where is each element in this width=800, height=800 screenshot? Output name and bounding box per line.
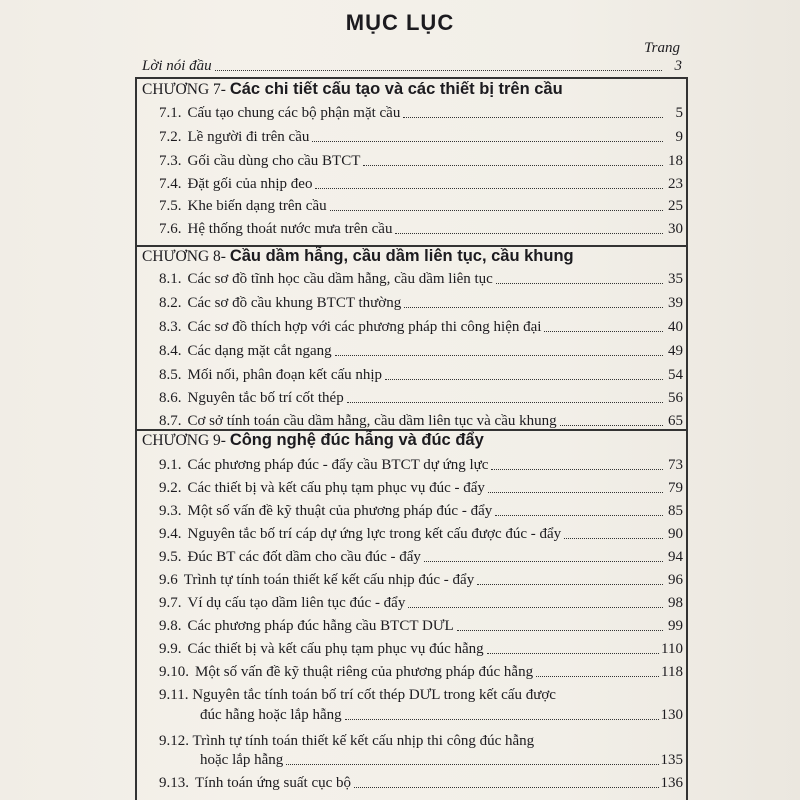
entry-title: Các thiết bị và kết cấu phụ tạm phục vụ đúc - đẩy (187, 480, 485, 496)
entry-title: Một số vấn đề kỹ thuật riêng của phương pháp đúc hẫng (195, 664, 534, 680)
entry-title: Ví dụ cấu tạo dầm liên tục đúc - đẩy (187, 595, 406, 611)
entry-page: 30 (668, 221, 683, 237)
entry-page: 54 (668, 367, 683, 383)
toc-entry[interactable] (159, 618, 683, 635)
leader-dots (347, 402, 663, 403)
entry-number: 9.3. (159, 503, 182, 519)
entry-page: 25 (668, 198, 683, 214)
entry-title: Các sơ đồ thích hợp với các phương pháp thi công hiện đại (187, 319, 542, 335)
entry-title: Các dạng mặt cắt ngang (187, 343, 332, 359)
entry-page: 23 (668, 176, 683, 192)
entry-title: Trình tự tính toán thiết kế kết cấu nhịp đúc - đẩy (183, 572, 475, 588)
chapter-heading[interactable] (142, 247, 687, 266)
entry-title-continuation: hoặc lắp hẫng (200, 752, 284, 768)
entry-title: Các thiết bị và kết cấu phụ tạm phục vụ đúc hẫng (187, 641, 484, 657)
leader-dots (477, 584, 663, 585)
entry-number: 8.7. (159, 413, 182, 429)
entry-number: 9.5. (159, 549, 182, 565)
leader-dots (312, 141, 663, 142)
chapter-heading[interactable] (142, 80, 687, 99)
entry-number: 9.12. (159, 733, 189, 749)
toc-entry[interactable] (159, 457, 683, 474)
leader-dots (536, 676, 659, 677)
entry-title: Đặt gối của nhịp đeo (187, 176, 313, 192)
entry-number: 8.4. (159, 343, 182, 359)
entry-number: 9.6 (159, 572, 178, 588)
entry-number: 9.7. (159, 595, 182, 611)
leader-dots (315, 188, 663, 189)
leader-dots (408, 607, 663, 608)
toc-entry[interactable] (159, 105, 683, 122)
entry-number: 9.2. (159, 480, 182, 496)
entry-number: 8.5. (159, 367, 182, 383)
entry-number: 8.6. (159, 390, 182, 406)
toc-entry[interactable] (159, 775, 683, 792)
preface-label: Lời nói đầu (142, 58, 212, 74)
entry-number: 7.2. (159, 129, 182, 145)
entry-title: Khe biến dạng trên cầu (187, 198, 327, 214)
toc-entry[interactable] (159, 153, 683, 170)
entry-number: 8.2. (159, 295, 182, 311)
toc-entry[interactable] (159, 343, 683, 360)
entry-page: 40 (668, 319, 683, 335)
toc-entry[interactable] (159, 176, 683, 193)
leader-dots (560, 425, 663, 426)
toc-entry[interactable] (159, 641, 683, 658)
toc-entry[interactable] (159, 295, 683, 312)
entry-page: 65 (668, 413, 683, 429)
entry-page: 110 (661, 641, 683, 657)
entry-page: 35 (668, 271, 683, 287)
entry-page: 56 (668, 390, 683, 406)
entry-title: Một số vấn đề kỹ thuật của phương pháp đúc - đẩy (187, 503, 493, 519)
entry-number: 9.9. (159, 641, 182, 657)
leader-dots (286, 764, 658, 765)
divider (135, 77, 687, 79)
toc-entry[interactable] (159, 664, 683, 681)
toc-entry[interactable] (159, 390, 683, 407)
entry-title: Các phương pháp đúc hẫng cầu BTCT DƯL (187, 618, 454, 634)
chapter-name: Công nghệ đúc hẫng và đúc đẩy (229, 431, 484, 449)
entry-title: Nguyên tắc tính toán bố trí cốt thép DƯL trong kết cấu được (192, 687, 556, 703)
leader-dots (404, 307, 663, 308)
chapter-name: Các chi tiết cấu tạo và các thiết bị trên cầu (229, 80, 563, 98)
entry-title: Các sơ đồ tĩnh học cầu dầm hẫng, cầu dầm liên tục (187, 271, 493, 287)
leader-dots (385, 379, 663, 380)
page-column-header: Trang (644, 40, 680, 56)
entry-number: 7.5. (159, 198, 182, 214)
entry-number: 9.11. (159, 687, 189, 703)
leader-dots (330, 210, 663, 211)
chapter-label: CHƯƠNG 7- (142, 81, 226, 98)
leader-dots (488, 492, 663, 493)
entry-number: 8.1. (159, 271, 182, 287)
entry-number: 9.8. (159, 618, 182, 634)
leader-dots (345, 719, 659, 720)
leader-dots (335, 355, 663, 356)
leader-dots (564, 538, 663, 539)
toc-entry[interactable] (159, 129, 683, 146)
chapter-heading[interactable] (142, 431, 687, 450)
entry-number: 9.10. (159, 664, 189, 680)
entry-page: 5 (675, 105, 683, 121)
leader-dots (354, 787, 658, 788)
preface-page: 3 (674, 58, 682, 74)
toc-entry[interactable] (159, 319, 683, 336)
entry-page: 49 (668, 343, 683, 359)
entry-page: 9 (675, 129, 683, 145)
entry-title-continuation: đúc hẫng hoặc lắp hẫng (200, 707, 342, 723)
entry-number: 9.1. (159, 457, 182, 473)
entry-title: Cấu tạo chung các bộ phận mặt cầu (187, 105, 401, 121)
leader-dots (424, 561, 663, 562)
entry-page: 90 (668, 526, 683, 542)
toc-entry-first-line[interactable] (159, 687, 556, 704)
toc-preface (142, 58, 682, 75)
entry-page: 85 (668, 503, 683, 519)
entry-page: 136 (660, 775, 683, 791)
toc-entry[interactable] (159, 503, 683, 520)
leader-dots (403, 117, 663, 118)
entry-title: Tính toán ứng suất cục bộ (195, 775, 352, 791)
entry-title: Cơ sở tính toán cầu dầm hẫng, cầu dầm liên tục và cầu khung (187, 413, 557, 429)
entry-number: 7.3. (159, 153, 182, 169)
entry-page: 39 (668, 295, 683, 311)
chapter-label: CHƯƠNG 8- (142, 248, 226, 265)
entry-title: Gối cầu dùng cho cầu BTCT (187, 153, 361, 169)
chapter-label: CHƯƠNG 9- (142, 432, 226, 449)
toc-entry[interactable] (159, 221, 683, 238)
entry-number: 8.3. (159, 319, 182, 335)
leader-dots (544, 331, 663, 332)
toc-entry[interactable] (159, 480, 683, 497)
entry-page: 94 (668, 549, 683, 565)
page-title: MỤC LỤC (345, 10, 455, 35)
entry-page: 96 (668, 572, 683, 588)
toc-entry-first-line[interactable] (159, 733, 534, 750)
entry-page: 98 (668, 595, 683, 611)
entry-title: Hệ thống thoát nước mưa trên cầu (187, 221, 393, 237)
entry-title: Các sơ đồ cầu khung BTCT thường (187, 295, 402, 311)
entry-page: 18 (668, 153, 683, 169)
entry-title: Nguyên tắc bố trí cốt thép (187, 390, 344, 406)
entry-page: 118 (661, 664, 683, 680)
entry-title: Nguyên tắc bố trí cáp dự ứng lực trong kết cấu được đúc - đẩy (187, 526, 562, 542)
leader-dots (495, 515, 663, 516)
toc-entry[interactable] (159, 367, 683, 384)
leader-dots (395, 233, 663, 234)
leader-dots (491, 469, 663, 470)
entry-title: Các phương pháp đúc - đẩy cầu BTCT dự ứng lực (187, 457, 489, 473)
entry-title: Lề người đi trên cầu (187, 129, 310, 145)
entry-number: 9.4. (159, 526, 182, 542)
entry-number: 9.13. (159, 775, 189, 791)
toc-entry[interactable] (159, 572, 683, 589)
leader-dots (496, 283, 663, 284)
entry-number: 7.1. (159, 105, 182, 121)
entry-page: 79 (668, 480, 683, 496)
entry-page: 135 (660, 752, 683, 768)
frame-left (135, 77, 137, 800)
entry-title: Mối nối, phân đoạn kết cấu nhịp (187, 367, 383, 383)
toc-entry[interactable] (159, 526, 683, 543)
toc-entry-continuation[interactable] (200, 752, 683, 769)
chapter-name: Cầu dầm hẫng, cầu dầm liên tục, cầu khung (229, 247, 574, 265)
entry-title: Đúc BT các đốt dầm cho cầu đúc - đẩy (187, 549, 421, 565)
toc-entry[interactable] (159, 198, 683, 215)
entry-page: 73 (668, 457, 683, 473)
leader-dots (363, 165, 663, 166)
toc-entry[interactable] (159, 549, 683, 566)
leader-dots (487, 653, 659, 654)
entry-number: 7.4. (159, 176, 182, 192)
leader-dots (215, 70, 662, 71)
leader-dots (457, 630, 663, 631)
entry-page: 99 (668, 618, 683, 634)
toc-entry[interactable] (159, 595, 683, 612)
entry-page: 130 (660, 707, 683, 723)
entry-number: 7.6. (159, 221, 182, 237)
entry-title: Trình tự tính toán thiết kế kết cấu nhịp thi công đúc hẫng (192, 733, 535, 749)
toc-entry-continuation[interactable] (200, 707, 683, 724)
toc-entry[interactable] (159, 271, 683, 288)
toc-entry[interactable] (159, 413, 683, 430)
